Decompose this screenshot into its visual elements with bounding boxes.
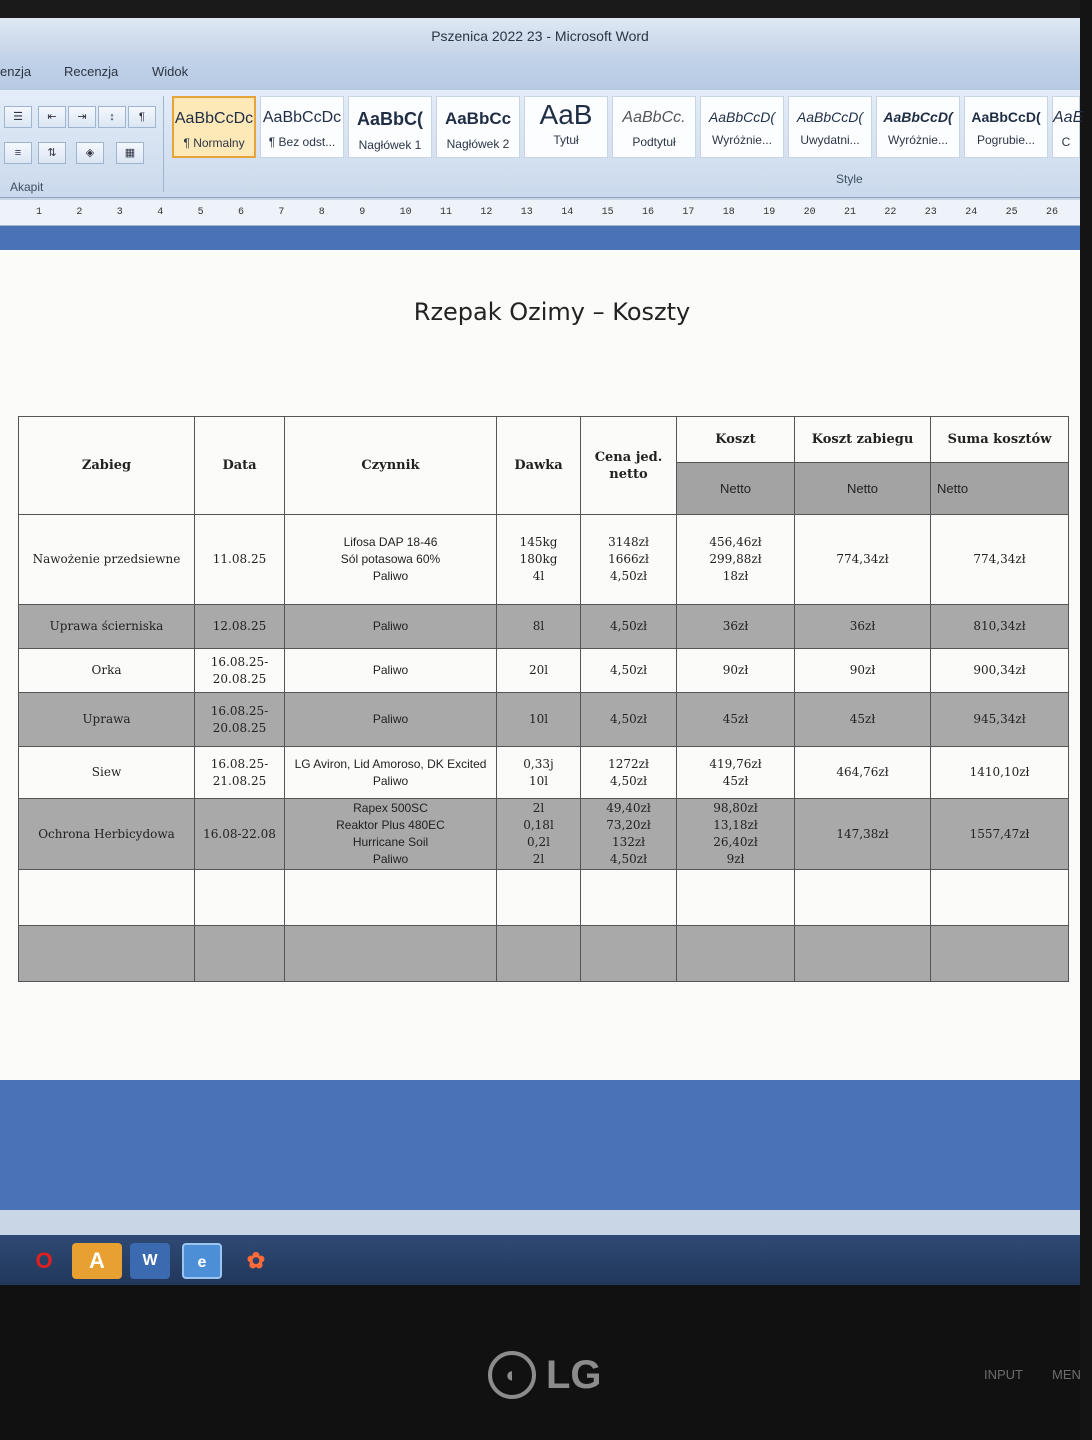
table-row [19, 799, 1069, 870]
style-wyroznienie-delikatne[interactable] [700, 96, 784, 158]
cell-czynnik: Lifosa DAP 18-46 Sól potasowa 60% Paliwo [285, 515, 497, 605]
cell-cena: 4,50zł [581, 649, 677, 693]
cell-koszt: 456,46zł 299,88zł 18zł [677, 515, 795, 605]
cell-cena: 3148zł 1666zł 4,50zł [581, 515, 677, 605]
cell-dawka: 145kg 180kg 4l [497, 515, 581, 605]
tab-widok[interactable]: Widok [152, 64, 189, 79]
ruler-mark: 24 [965, 207, 978, 218]
cell-koszt: 36zł [677, 605, 795, 649]
cell-koszt-zabiegu: 464,76zł [795, 747, 931, 799]
cell-cena: 49,40zł 73,20zł 132zł 4,50zł [581, 799, 677, 870]
justify-icon[interactable]: ≡ [4, 142, 32, 164]
cell-dawka: 2l 0,18l 0,2l 2l [497, 799, 581, 870]
style-normalny[interactable] [172, 96, 256, 158]
document-page[interactable] [0, 250, 1080, 1080]
empty-cell[interactable] [285, 870, 497, 926]
tab-recenzja[interactable]: Recenzja [64, 64, 119, 79]
table-row-empty [19, 926, 1069, 982]
style-sample: AaBbCcDc [174, 110, 254, 127]
style-name: Wyróżnie... [712, 133, 772, 147]
ruler-mark: 12 [480, 207, 493, 218]
cell-data: 11.08.25 [195, 515, 285, 605]
style-name: Podtytuł [632, 135, 676, 149]
style-name: Pogrubie... [976, 133, 1036, 147]
cell-koszt-zabiegu: 774,34zł [795, 515, 931, 605]
ruler-mark: 3 [116, 207, 123, 218]
style-name: ¶ Bez odst... [268, 135, 336, 149]
paragraph-group-label: Akapit [10, 180, 44, 194]
cell-zabieg: Uprawa [19, 693, 195, 747]
table-row [19, 747, 1069, 799]
paragraph-group [0, 96, 164, 192]
style-sample: AaBbCcDc [262, 109, 342, 126]
menu-button[interactable]: MEN [1052, 1367, 1081, 1382]
header-czynnik: Czynnik [285, 417, 497, 515]
taskbar [0, 1235, 1080, 1285]
ruler-mark: 8 [318, 207, 325, 218]
style-naglowek-2[interactable] [436, 96, 520, 158]
lg-logo [488, 1345, 628, 1405]
styles-gallery [170, 96, 1084, 166]
cell-suma: 945,34zł [931, 693, 1069, 747]
cell-koszt-zabiegu: 90zł [795, 649, 931, 693]
multilevel-list-icon[interactable]: ☰ [4, 106, 32, 128]
style-sample: AaB [539, 99, 593, 130]
cost-table-body [19, 515, 1069, 982]
table-row [19, 649, 1069, 693]
style-name: ¶ Normalny [183, 136, 245, 150]
cell-cena: 4,50zł [581, 605, 677, 649]
tab-odwolania[interactable]: enzja [0, 64, 32, 79]
input-button[interactable]: INPUT [984, 1367, 1023, 1382]
header-zabieg: Zabieg [19, 417, 195, 515]
ruler-mark: 22 [884, 207, 897, 218]
empty-cell[interactable] [195, 926, 285, 982]
lg-circle-icon: ◐ [488, 1351, 536, 1399]
empty-cell[interactable] [931, 926, 1069, 982]
app-icon[interactable]: ✿ [246, 1248, 266, 1273]
empty-cell[interactable] [285, 926, 497, 982]
decrease-indent-icon[interactable]: ⇤ [38, 106, 66, 128]
style-sample: AaBbC( [357, 109, 423, 129]
cell-suma: 900,34zł [931, 649, 1069, 693]
empty-cell[interactable] [19, 926, 195, 982]
ruler-mark: 5 [197, 207, 204, 218]
cell-suma: 810,34zł [931, 605, 1069, 649]
cell-data: 12.08.25 [195, 605, 285, 649]
cell-koszt: 45zł [677, 693, 795, 747]
table-row [19, 693, 1069, 747]
style-pogrubienie[interactable] [964, 96, 1048, 158]
window-title: Pszenica 2022 23 - Microsoft Word [0, 18, 1080, 54]
style-tytul[interactable] [524, 96, 608, 158]
style-sample: AaBbCc. [622, 109, 686, 126]
style-wyroznienie-intensywne[interactable] [876, 96, 960, 158]
table-row [19, 605, 1069, 649]
style-sample: AaBbCcD( [796, 109, 864, 125]
header-suma-netto: Netto [931, 463, 1069, 515]
cell-data: 16.08.25- 21.08.25 [195, 747, 285, 799]
cell-koszt-zabiegu: 36zł [795, 605, 931, 649]
ruler-mark: 21 [844, 207, 857, 218]
cell-data: 16.08-22.08 [195, 799, 285, 870]
ruler-mark: 2 [76, 207, 83, 218]
document-title: Rzepak Ozimy – Koszty [413, 298, 691, 326]
style-sample: AaBbCcD( [971, 109, 1041, 125]
cell-koszt-zabiegu: 45zł [795, 693, 931, 747]
header-koszt-netto: Netto [677, 463, 795, 515]
style-sample: AaBbCcD( [883, 109, 953, 125]
header-koszt: Koszt [677, 417, 795, 463]
ruler-mark: 4 [157, 207, 164, 218]
cell-koszt-zabiegu: 147,38zł [795, 799, 931, 870]
line-spacing-icon[interactable]: ⇅ [38, 142, 66, 164]
style-name: Tytuł [553, 133, 579, 147]
cell-dawka: 20l [497, 649, 581, 693]
ruler-mark: 18 [722, 207, 735, 218]
cell-zabieg: Siew [19, 747, 195, 799]
style-name: Nagłówek 1 [358, 138, 422, 152]
horizontal-ruler[interactable] [0, 200, 1080, 226]
style-name: Nagłówek 2 [446, 137, 510, 151]
table-row-empty [19, 870, 1069, 926]
empty-cell[interactable] [677, 870, 795, 926]
lg-brand: LG [546, 1353, 602, 1397]
empty-cell[interactable] [581, 870, 677, 926]
cell-suma: 774,34zł [931, 515, 1069, 605]
empty-cell[interactable] [581, 926, 677, 982]
ribbon-tabs [0, 54, 1080, 90]
cell-data: 16.08.25- 20.08.25 [195, 693, 285, 747]
ruler-mark: 23 [924, 207, 937, 218]
cell-zabieg: Ochrona Herbicydowa [19, 799, 195, 870]
cell-suma: 1410,10zł [931, 747, 1069, 799]
cell-suma: 1557,47zł [931, 799, 1069, 870]
empty-cell[interactable] [931, 870, 1069, 926]
header-cena: Cena jed. netto [581, 417, 677, 515]
style-uwydatnienie[interactable] [788, 96, 872, 158]
cell-czynnik: LG Aviron, Lid Amoroso, DK Excited Paliwo [285, 747, 497, 799]
ruler-mark: 15 [601, 207, 614, 218]
cost-table [18, 416, 1069, 982]
ruler-mark: 14 [561, 207, 574, 218]
cell-dawka: 8l [497, 605, 581, 649]
ruler-mark: 13 [520, 207, 533, 218]
style-name: Uwydatni... [800, 133, 860, 147]
ruler-mark: 17 [682, 207, 695, 218]
empty-cell[interactable] [795, 870, 931, 926]
screen-top-edge [0, 0, 1080, 18]
empty-cell[interactable] [497, 926, 581, 982]
sort-icon[interactable]: ↕ [98, 106, 126, 128]
ruler-mark: 16 [642, 207, 655, 218]
cell-czynnik: Rapex 500SC Reaktor Plus 480EC Hurricane Soil Paliwo [285, 799, 497, 870]
cell-dawka: 0,33j 10l [497, 747, 581, 799]
cell-czynnik: Paliwo [285, 649, 497, 693]
empty-cell[interactable] [795, 926, 931, 982]
ruler-mark: 25 [1005, 207, 1018, 218]
cell-cena: 4,50zł [581, 693, 677, 747]
table-row [19, 515, 1069, 605]
cell-dawka: 10l [497, 693, 581, 747]
cell-koszt: 98,80zł 13,18zł 26,40zł 9zł [677, 799, 795, 870]
ruler-mark: 10 [399, 207, 412, 218]
header-dawka: Dawka [497, 417, 581, 515]
increase-indent-icon[interactable]: ⇥ [68, 106, 96, 128]
style-sample: AaBbCc [444, 109, 512, 128]
style-name: C [1061, 135, 1071, 149]
empty-cell[interactable] [677, 926, 795, 982]
style-podtytul[interactable] [612, 96, 696, 158]
ruler-mark: 7 [278, 207, 285, 218]
cell-koszt: 419,76zł 45zł [677, 747, 795, 799]
cell-zabieg: Uprawa ścierniska [19, 605, 195, 649]
cost-table-container [18, 416, 1068, 982]
ribbon [0, 90, 1084, 198]
cell-zabieg: Orka [19, 649, 195, 693]
empty-cell[interactable] [19, 870, 195, 926]
ruler-mark: 11 [440, 207, 453, 218]
ruler-mark: 1 [36, 207, 43, 218]
style-naglowek-1[interactable] [348, 96, 432, 158]
empty-cell[interactable] [497, 870, 581, 926]
cell-czynnik: Paliwo [285, 605, 497, 649]
opera-icon[interactable]: O [35, 1248, 53, 1273]
ruler-mark: 26 [1046, 207, 1059, 218]
pilcrow-icon[interactable]: ¶ [128, 106, 156, 128]
ruler-mark: 19 [763, 207, 776, 218]
cell-czynnik: Paliwo [285, 693, 497, 747]
monitor-bezel [0, 1285, 1080, 1440]
header-koszt-zabiegu: Koszt zabiegu [795, 417, 931, 463]
style-sample: AaE [1053, 109, 1084, 126]
ruler-mark: 20 [803, 207, 816, 218]
style-bez-odstepow[interactable] [260, 96, 344, 158]
acrobat-icon[interactable]: A [72, 1243, 122, 1279]
word-icon[interactable]: W [130, 1243, 170, 1279]
cell-koszt: 90zł [677, 649, 795, 693]
explorer-icon[interactable]: e [182, 1243, 222, 1279]
shading-icon[interactable]: ◈ [76, 142, 104, 164]
header-suma-kosztow: Suma kosztów [931, 417, 1069, 463]
styles-group-label: Style [836, 172, 863, 186]
header-koszt-zabiegu-netto: Netto [795, 463, 931, 515]
style-sample: AaBbCcD( [708, 109, 776, 125]
cell-zabieg: Nawożenie przedsiewne [19, 515, 195, 605]
ruler-mark: 9 [359, 207, 366, 218]
style-cytat[interactable] [1052, 96, 1084, 158]
cell-data: 16.08.25- 20.08.25 [195, 649, 285, 693]
cell-cena: 1272zł 4,50zł [581, 747, 677, 799]
borders-icon[interactable]: ▦ [116, 142, 144, 164]
header-data: Data [195, 417, 285, 515]
empty-cell[interactable] [195, 870, 285, 926]
style-name: Wyróżnie... [888, 133, 948, 147]
ruler-mark: 6 [238, 207, 245, 218]
